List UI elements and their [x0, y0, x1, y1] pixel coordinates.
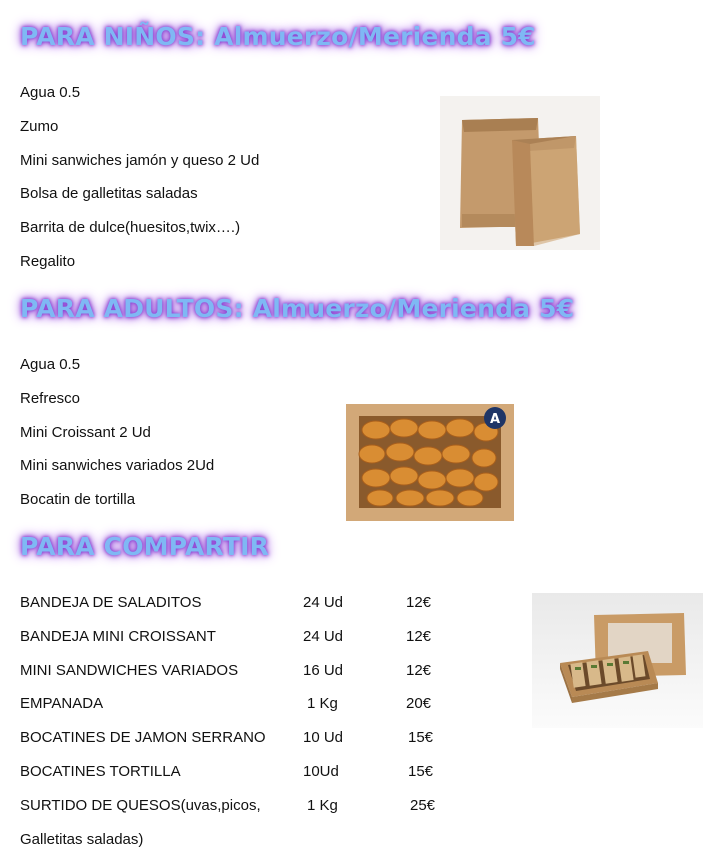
list-item: Regalito	[20, 252, 76, 270]
item-name: BOCATINES TORTILLA	[20, 762, 181, 780]
paper-bags-image	[440, 96, 600, 250]
croissant-box-image	[346, 404, 514, 521]
sandwich-tray-image	[532, 593, 703, 728]
list-item: Barrita de dulce(huesitos,twix….)	[20, 219, 241, 237]
adults-menu-list	[20, 356, 214, 525]
item-price: 15€	[408, 729, 434, 747]
kids-menu-list	[20, 84, 259, 287]
list-item: Agua 0.5	[20, 356, 81, 373]
item-name: EMPANADA	[20, 695, 104, 713]
item-quantity: 1 Kg	[307, 695, 338, 713]
item-name: BOCATINES DE JAMON SERRANO	[20, 729, 266, 747]
item-price: 12€	[406, 594, 432, 611]
list-item: Bocatin de tortilla	[20, 491, 136, 509]
share-section-title: PARA COMPARTIR	[20, 532, 270, 561]
svg-text:A: A	[489, 412, 501, 427]
list-item: Bolsa de galletitas saladas	[20, 185, 198, 203]
list-item: Agua 0.5	[20, 84, 81, 101]
list-item: Zumo	[20, 117, 59, 135]
item-quantity: 24 Ud	[303, 627, 344, 645]
list-item: Refresco	[20, 389, 81, 407]
item-name: Galletitas saladas)	[20, 830, 144, 848]
item-quantity: 16 Ud	[303, 661, 344, 679]
kids-section-title: PARA NIÑOS: Almuerzo/Merienda 5€	[20, 22, 536, 51]
item-name: MINI SANDWICHES VARIADOS	[20, 661, 239, 679]
item-price: 12€	[406, 627, 432, 645]
item-quantity: 10 Ud	[303, 729, 344, 747]
adults-section-title: PARA ADULTOS: Almuerzo/Merienda 5€	[20, 294, 575, 323]
list-item: Mini sanwiches variados 2Ud	[20, 457, 215, 475]
item-price: 20€	[406, 695, 432, 713]
item-price: 15€	[408, 762, 434, 780]
item-quantity: 24 Ud	[303, 594, 344, 611]
item-price: 25€	[410, 796, 436, 814]
item-quantity: 10Ud	[303, 762, 339, 780]
list-item: Mini Croissant 2 Ud	[20, 423, 151, 441]
item-price: 12€	[406, 661, 432, 679]
list-item: Mini sanwiches jamón y queso 2 Ud	[20, 151, 260, 169]
item-name: BANDEJA DE SALADITOS	[20, 594, 202, 611]
item-name: SURTIDO DE QUESOS(uvas,picos,	[20, 796, 261, 814]
item-quantity: 1 Kg	[307, 796, 338, 814]
item-name: BANDEJA MINI CROISSANT	[20, 627, 216, 645]
